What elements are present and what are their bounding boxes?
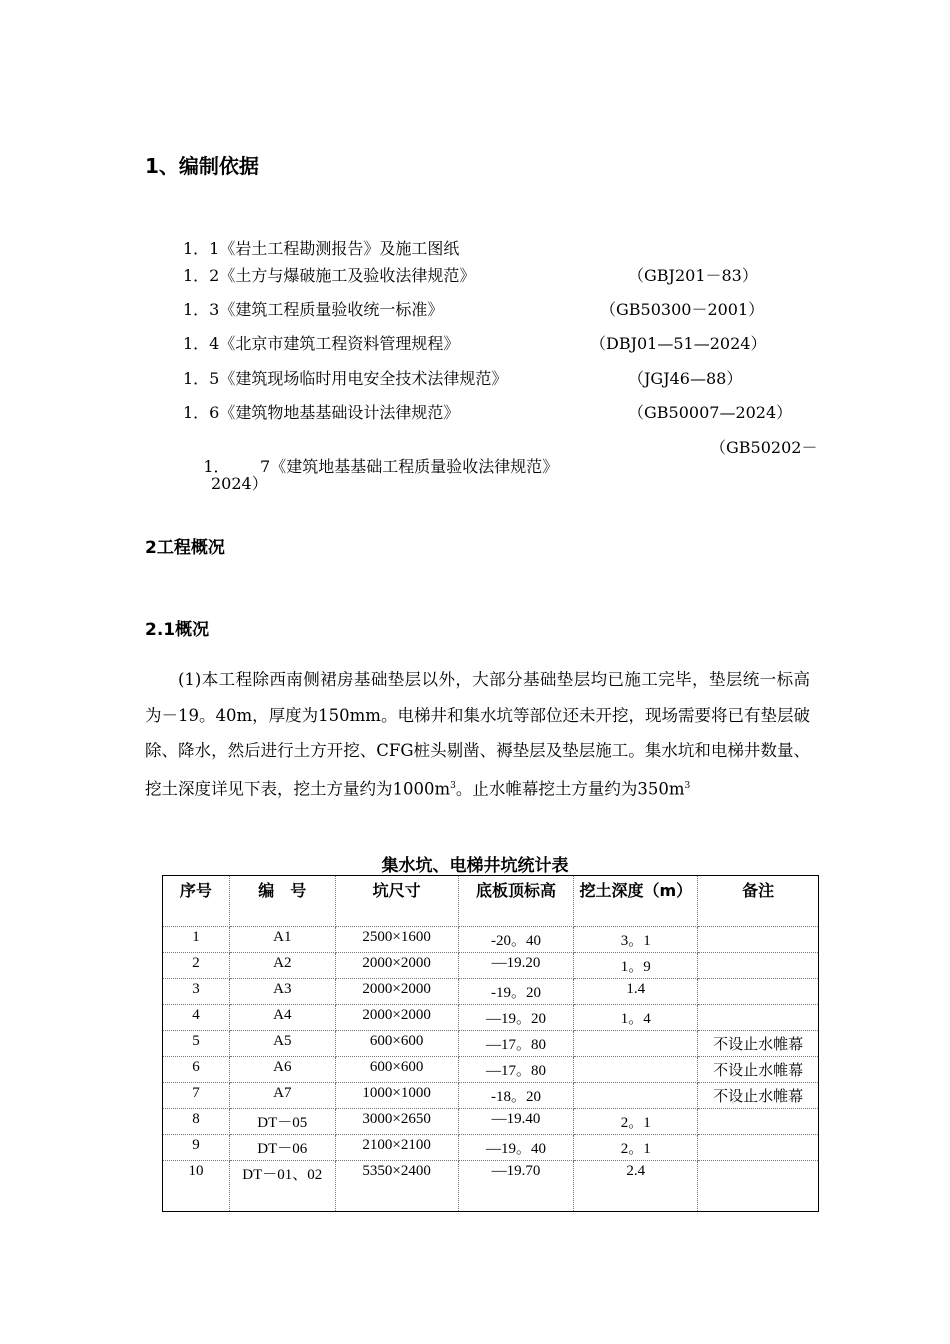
table-row [163,979,819,1005]
table-body [163,927,819,1212]
table-cell: 1。9 [574,953,698,979]
table-cell: —17。80 [458,1057,574,1083]
table-cell: 9 [163,1135,230,1161]
table-cell: 2000×2000 [335,979,458,1005]
table-cell: A7 [229,1083,335,1109]
reference-code: （GB50300－2001） [600,300,765,319]
table-cell: DT－05 [229,1109,335,1135]
table-cell: 10 [163,1161,230,1212]
table-cell: 1 [163,927,230,953]
table-cell: 6 [163,1057,230,1083]
table-cell: 2000×2000 [335,953,458,979]
table-cell: A2 [229,953,335,979]
column-header: 底板顶标高 [458,876,574,927]
table-cell: 7 [163,1083,230,1109]
table-cell [698,1109,819,1135]
table-cell: —19.70 [458,1161,574,1212]
table-cell: 2000×2000 [335,1005,458,1031]
table-cell: 5350×2400 [335,1161,458,1212]
table-cell: A3 [229,979,335,1005]
paragraph-text: 。止水帷幕挖土方量约为350m [455,779,685,798]
table-cell: 不设止水帷幕 [698,1031,819,1057]
table-cell [574,1083,698,1109]
table-cell: A5 [229,1031,335,1057]
table-cell: 3 [163,979,230,1005]
column-header: 挖土深度（m） [574,876,698,927]
reference-title: 1．3《建筑工程质量验收统一标准》 [183,300,444,319]
reference-item [183,297,765,320]
table-cell: —17。80 [458,1031,574,1057]
table-cell: DT－01、02 [229,1161,335,1212]
table-cell [698,1161,819,1212]
table-row [163,953,819,979]
table-cell: —19。40 [458,1135,574,1161]
table-cell: A6 [229,1057,335,1083]
reference-code: （GBJ201－83） [628,266,758,285]
column-header: 备注 [698,876,819,927]
subsection-heading: 2.1概况 [145,620,210,640]
table-cell: 2.4 [574,1161,698,1212]
table-cell: 600×600 [335,1031,458,1057]
reference-code: （GB50202－ [710,438,818,457]
table-cell: 2100×2100 [335,1135,458,1161]
superscript: 3 [450,780,456,791]
table-cell: 不设止水帷幕 [698,1057,819,1083]
table-cell [574,1057,698,1083]
table-row [163,1083,819,1109]
reference-item [183,366,743,389]
table-row [163,1031,819,1057]
reference-title: 1．1《岩土工程勘测报告》及施工图纸 [183,239,460,258]
table-cell: 600×600 [335,1057,458,1083]
table-cell: -19。20 [458,979,574,1005]
superscript: 3 [684,780,691,791]
table-cell: A4 [229,1005,335,1031]
table-cell: —19。20 [458,1005,574,1031]
reference-title: 1． 7《建筑地基基础工程质量验收法律规范》 [203,457,559,476]
table-cell: 3000×2650 [335,1109,458,1135]
section-1-heading: 1、编制依据 [145,154,259,178]
column-header: 坑尺寸 [335,876,458,927]
table-row [163,1161,819,1212]
reference-title: 1．6《建筑物地基基础设计法律规范》 [183,403,460,422]
reference-code: （DBJ01—51—2024） [590,334,767,353]
table-cell [698,979,819,1005]
table-cell: -20。40 [458,927,574,953]
table-cell: DT－06 [229,1135,335,1161]
column-header: 编 号 [229,876,335,927]
table-cell: 4 [163,1005,230,1031]
reference-title: 1．5《建筑现场临时用电安全技术法律规范》 [183,369,508,388]
reference-code: （GB50007—2024） [628,403,793,422]
paragraph-text: (1)本工程除西南侧裙房基础垫层以外，大部分基础垫层均已施工完毕，垫层统一标高为－19。40m，厚度为150mm。电梯井和集水坑等部位还未开挖，现场需要将已有垫层破除、降水，然后进行土方开挖、CFG桩头剔凿、褥垫层及垫层施工。集水坑和电梯井数量、挖土深度详见下表，挖土方量约为1000m [145,670,810,798]
table-cell: 2。1 [574,1135,698,1161]
overview-paragraph [145,662,810,807]
reference-item [183,236,459,259]
column-header: 序号 [163,876,230,927]
table-cell [698,1005,819,1031]
table-row [163,927,819,953]
table-cell: 1000×1000 [335,1083,458,1109]
table-cell: 8 [163,1109,230,1135]
table-caption: 集水坑、电梯井坑统计表 [381,856,569,876]
table-header-row [163,876,819,927]
reference-title: 1．2《土方与爆破施工及验收法律规范》 [183,266,476,285]
table-cell [698,953,819,979]
pit-statistics-table [162,875,819,1212]
table-row [163,1135,819,1161]
table-cell: 不设止水帷幕 [698,1083,819,1109]
table-cell: 1.4 [574,979,698,1005]
table-cell [698,927,819,953]
reference-item [183,331,767,354]
table-cell [698,1135,819,1161]
table-cell: A1 [229,927,335,953]
table-row [163,1057,819,1083]
reference-code-continuation: 2024） [211,474,268,493]
section-2-heading: 2工程概况 [145,538,225,558]
table-cell [574,1031,698,1057]
table-row [163,1109,819,1135]
reference-code: （JGJ46—88） [628,369,743,388]
table-cell: —19.20 [458,953,574,979]
reference-item [183,400,793,423]
table-cell: —19.40 [458,1109,574,1135]
table-cell: 5 [163,1031,230,1057]
reference-title: 1．4《北京市建筑工程资料管理规程》 [183,334,460,353]
table-cell: -18。20 [458,1083,574,1109]
table-cell: 2 [163,953,230,979]
table-cell: 2。1 [574,1109,698,1135]
table-cell: 2500×1600 [335,927,458,953]
reference-item [183,263,758,286]
table-cell: 1。4 [574,1005,698,1031]
table-row [163,1005,819,1031]
table-cell: 3。1 [574,927,698,953]
